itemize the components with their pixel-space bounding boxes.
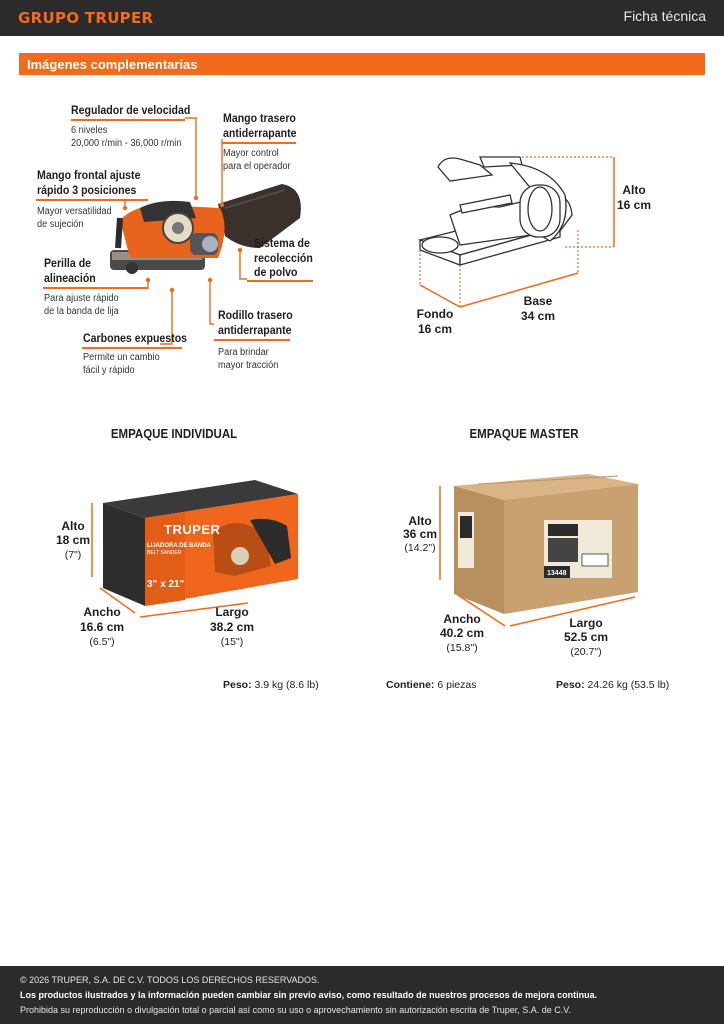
dust-system-title: de polvo	[254, 267, 298, 279]
individual-height-label: Alto	[61, 519, 85, 533]
underline	[247, 280, 313, 282]
product-depth-value: 16 cm	[417, 322, 453, 336]
underline	[222, 142, 296, 144]
speed-regulator-desc: 20,000 r/min - 36,000 r/min	[71, 138, 182, 149]
individual-package-title: EMPAQUE INDIVIDUAL	[110, 427, 238, 441]
master-weight-label: Peso:	[556, 679, 585, 691]
product-height-label: Alto	[622, 183, 646, 197]
master-height-value: 36 cm	[402, 527, 438, 541]
dust-system-title: Sistema de	[254, 238, 310, 250]
individual-length-label: Largo	[215, 605, 249, 619]
document-type: Ficha técnica	[623, 8, 706, 24]
front-handle-desc: de sujeción	[37, 219, 84, 230]
master-contents	[386, 679, 476, 691]
individual-weight-label: Peso:	[223, 679, 252, 691]
rear-handle-title: antiderrapante	[223, 128, 297, 140]
master-box-code: 13448	[547, 570, 567, 577]
box-size-label: 3" x 21"	[147, 579, 185, 590]
underline	[82, 347, 182, 349]
rear-handle-desc: para el operador	[223, 161, 291, 172]
section-title: Imágenes complementarias	[27, 57, 198, 72]
underline	[214, 339, 290, 341]
box-product-name-en: BELT SANDER	[147, 550, 182, 556]
master-length-label: Largo	[569, 616, 603, 630]
front-handle-desc: Mayor versatilidad	[37, 206, 112, 217]
individual-width-value: 16.6 cm	[80, 620, 125, 634]
product-depth-label: Fondo	[416, 307, 454, 321]
rear-handle-desc: Mayor control	[223, 148, 279, 159]
individual-length-value: 38.2 cm	[209, 620, 255, 634]
alignment-knob-title: alineación	[44, 273, 96, 285]
rear-handle-title: Mango trasero	[223, 113, 296, 125]
product-height-value: 16 cm	[616, 198, 652, 212]
underline	[36, 199, 148, 201]
product-base-value: 34 cm	[520, 309, 556, 323]
individual-height-inches: (7")	[64, 549, 82, 561]
front-handle-title: Mango frontal ajuste	[37, 170, 141, 182]
dust-system-title: recolección	[254, 253, 313, 265]
master-contents-label: Contiene:	[386, 679, 435, 691]
carbon-brushes-title: Carbones expuestos	[83, 333, 188, 345]
carbon-brushes-desc: Permite un cambio	[83, 352, 160, 363]
underline	[71, 119, 185, 121]
master-width-label: Ancho	[443, 612, 481, 626]
alignment-knob-title: Perilla de	[44, 258, 92, 270]
master-width-value: 40.2 cm	[439, 626, 485, 640]
master-width-inches: (15.8")	[446, 642, 478, 654]
individual-height-value: 18 cm	[55, 533, 91, 547]
rear-roller-title: antiderrapante	[218, 325, 292, 337]
rear-roller-title: Rodillo trasero	[218, 310, 293, 322]
box-product-name: LIJADORA DE BANDA	[147, 543, 211, 549]
individual-width-label: Ancho	[83, 605, 121, 619]
master-dimension-lines	[430, 480, 640, 630]
master-length-value: 52.5 cm	[563, 630, 609, 644]
master-height-inches: (14.2")	[404, 542, 436, 554]
individual-weight-value: 3.9 kg (8.6 lb)	[254, 679, 319, 691]
brand-logo: GRUPO TRUPER	[18, 9, 154, 27]
individual-width-inches: (6.5")	[89, 636, 115, 648]
alignment-knob-desc: de la banda de lija	[44, 306, 119, 317]
master-weight	[556, 679, 669, 691]
underline	[43, 287, 148, 289]
footer-legal: Prohibida su reproducción o divulgación total o parcial así como su uso o aprovechamiento sin autorización escrita de Truper, S.A. de C.V.	[20, 1005, 571, 1015]
master-weight-value: 24.26 kg (53.5 lb)	[587, 679, 670, 691]
speed-regulator-desc: 6 niveles	[71, 125, 108, 136]
master-contents-value: 6 piezas	[437, 679, 477, 691]
individual-weight	[223, 679, 319, 691]
rear-roller-desc: Para brindar	[218, 347, 269, 358]
alignment-knob-desc: Para ajuste rápido	[44, 293, 119, 304]
footer-notice: Los productos ilustrados y la información pueden cambiar sin previo aviso, como resultado de nuestros procesos de mejora continua.	[20, 990, 598, 1000]
master-height-label: Alto	[408, 514, 432, 528]
carbon-brushes-desc: fácil y rápido	[83, 365, 135, 376]
rear-roller-desc: mayor tracción	[218, 360, 279, 371]
master-package-title: EMPAQUE MASTER	[469, 427, 579, 441]
individual-length-inches: (15")	[220, 636, 244, 648]
speed-regulator-title: Regulador de velocidad	[71, 105, 191, 117]
footer-copyright: © 2026 TRUPER, S.A. DE C.V. TODOS LOS DERECHOS RESERVADOS.	[20, 975, 320, 985]
product-base-label: Base	[523, 294, 553, 308]
master-length-inches: (20.7")	[570, 646, 602, 658]
box-brand-logo: TRUPER	[164, 522, 221, 537]
front-handle-title: rápido 3 posiciones	[37, 185, 137, 197]
